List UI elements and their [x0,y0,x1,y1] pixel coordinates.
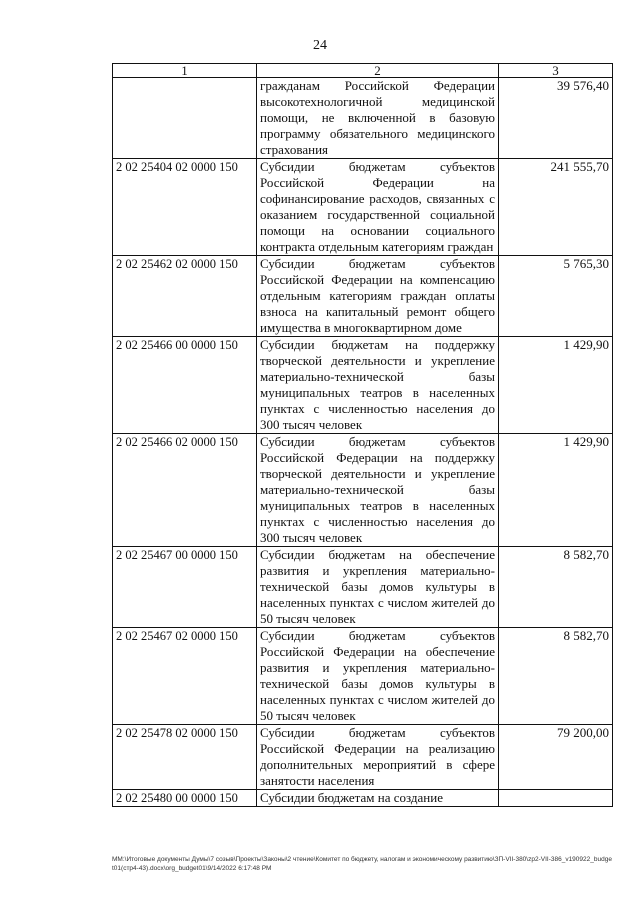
row-code: 2 02 25467 00 0000 150 [113,547,257,628]
row-code: 2 02 25478 02 0000 150 [113,725,257,790]
row-code: 2 02 25404 02 0000 150 [113,159,257,256]
table-row [113,337,613,434]
table-header-row [113,64,613,78]
footer-file-path: ММ:\Итоговые документы Думы\7 созыв\Проекты\Законы\2 чтение\Комитет по бюджету, налогам и экономическому развитию\ЗП-VII-380\zp2-VII-386_v190922_budget01(стр4-43).docx\org_budget01\9/14/2022 6:17:48 PM [112,856,612,872]
row-description: Субсидии бюджетам на поддержку творческой деятельности и укрепление материально-технической базы муниципальных театров в населенных пунктах с численностью населения до 300 тысяч человек [257,337,499,434]
row-description: Субсидии бюджетам на обеспечение развития и укрепления материально-технической базы домов культуры в населенных пунктах с числом жителей до 50 тысяч человек [257,547,499,628]
row-description: Субсидии бюджетам субъектов Российской Федерации на обеспечение развития и укрепления материально-технической базы домов культуры в населенных пунктах с числом жителей до 50 тысяч человек [257,628,499,725]
row-amount: 5 765,30 [499,256,613,337]
table-row [113,628,613,725]
row-amount: 1 429,90 [499,434,613,547]
table-row [113,725,613,790]
row-description: Субсидии бюджетам субъектов Российской Федерации на поддержку творческой деятельности и укрепление материально-технической базы муниципальных театров в населенных пунктах с численностью населения до 300 тысяч человек [257,434,499,547]
row-description: гражданам Российской Федерации высокотехнологичной медицинской помощи, не включенной в базовую программу обязательного медицинского страхования [257,78,499,159]
row-code [113,78,257,159]
row-description: Субсидии бюджетам субъектов Российской Федерации на компенсацию отдельным категориям граждан оплаты взноса на капитальный ремонт общего имущества в многоквартирном доме [257,256,499,337]
row-code: 2 02 25480 00 0000 150 [113,790,257,807]
row-amount: 241 555,70 [499,159,613,256]
table-row [113,256,613,337]
row-amount: 39 576,40 [499,78,613,159]
column-header-1: 1 [113,64,257,78]
row-code: 2 02 25462 02 0000 150 [113,256,257,337]
page-number: 24 [313,38,327,53]
column-header-2: 2 [257,64,499,78]
table-row [113,434,613,547]
row-amount: 1 429,90 [499,337,613,434]
row-amount: 8 582,70 [499,628,613,725]
row-amount [499,790,613,807]
row-description: Субсидии бюджетам субъектов Российской Федерации на реализацию дополнительных мероприятий в сфере занятости населения [257,725,499,790]
table-row [113,159,613,256]
row-code: 2 02 25467 02 0000 150 [113,628,257,725]
table-row [113,790,613,807]
table-row [113,78,613,159]
row-code: 2 02 25466 00 0000 150 [113,337,257,434]
row-description: Субсидии бюджетам субъектов Российской Федерации на софинансирование расходов, связанных с оказанием государственной социальной помощи на основании социального контракта отдельным категориям граждан [257,159,499,256]
row-amount: 8 582,70 [499,547,613,628]
row-description: Субсидии бюджетам на создание [257,790,499,807]
column-header-3: 3 [499,64,613,78]
table-row [113,547,613,628]
row-amount: 79 200,00 [499,725,613,790]
budget-table [112,63,613,807]
row-code: 2 02 25466 02 0000 150 [113,434,257,547]
